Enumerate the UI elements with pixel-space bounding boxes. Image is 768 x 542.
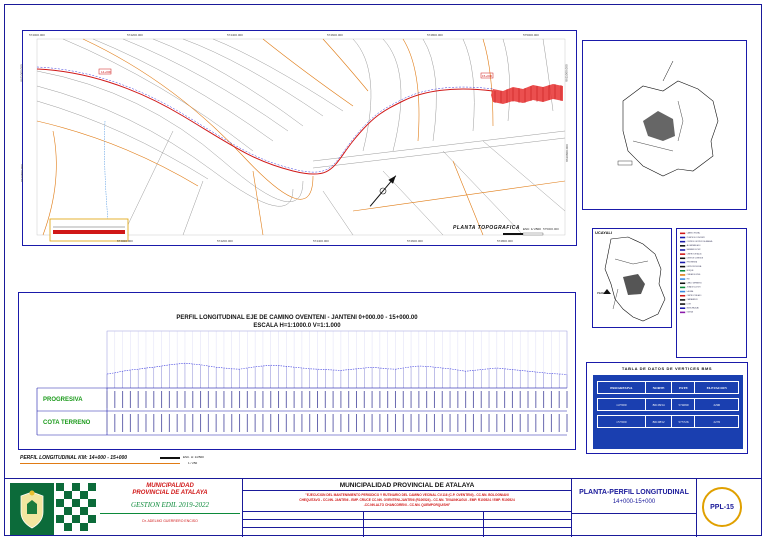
cota-tick (496, 414, 497, 432)
cota-tick (138, 414, 139, 432)
cota-tick (301, 414, 302, 432)
vertex-header-norte: NORTE (645, 382, 672, 394)
road-label-end: 15+000 (482, 74, 493, 78)
legend-symbol-icon (680, 241, 685, 243)
legend-label: CONTROL DE PUNTO DE ATALAYA (686, 240, 713, 243)
legend-symbol-icon (680, 311, 685, 313)
plan-tick-right-1: 8611000.000 (564, 64, 569, 82)
legend-symbol-icon (680, 291, 685, 293)
cota-tick (325, 414, 326, 432)
cota-tick (169, 414, 170, 432)
org-name-line2: PROVINCIAL DE ATALAYA (132, 490, 208, 496)
cota-tick (130, 414, 131, 432)
cota-tick (465, 414, 466, 432)
legend-symbol-icon (680, 270, 685, 272)
profile-footer-scale-v: 1 / 250 (188, 461, 198, 465)
project-line-3: -CC.NN.ALTO CHANCORENI - CC.NN. QUEMPORQUISHI" (363, 503, 451, 507)
progresiva-tick (192, 391, 193, 408)
cota-tick (200, 414, 201, 432)
progresiva-tick (286, 391, 287, 408)
ground-profile-line (107, 363, 567, 374)
plan-tick-bottom-1: 574000.000 (117, 239, 133, 243)
legend-symbol-icon (680, 236, 685, 238)
progresiva-tick (551, 391, 552, 408)
cota-tick (239, 414, 240, 432)
plan-tick-top-6: 575000.000 (523, 33, 539, 37)
progresiva-tick (122, 391, 123, 408)
legend-symbol-icon (680, 299, 685, 301)
progresiva-tick (442, 391, 443, 408)
progresiva-tick (418, 391, 419, 408)
cota-tick (543, 414, 544, 432)
legend-label: CAMINO VECINAL (686, 232, 701, 235)
plan-tick-bottom-2: 574200.000 (217, 239, 233, 243)
vertex-header-este: ESTE (672, 382, 695, 394)
progresiva-tick (301, 391, 302, 408)
cota-tick (231, 414, 232, 432)
legend-label: ALCANTARILLADO (686, 244, 701, 247)
progresiva-tick (379, 391, 380, 408)
cota-tick (426, 414, 427, 432)
cota-tick (247, 414, 248, 432)
topographic-plan-drawing (23, 31, 578, 247)
sheet-code-badge (702, 487, 742, 527)
cota-tick (270, 414, 271, 432)
legend-label: CENTRO DE SALUD (686, 252, 702, 255)
org-name-line1: MUNICIPALIDAD (146, 483, 194, 489)
cota-tick (356, 414, 357, 432)
cota-tick (364, 414, 365, 432)
table-row: 14+000 8610934 574099 2296 (598, 399, 739, 411)
cota-tick (434, 414, 435, 432)
legend-label: CERCO DEFENSIVO (686, 281, 702, 285)
progresiva-tick (216, 391, 217, 408)
cota-tick (520, 414, 521, 432)
profile-footer-title: PERFIL LONGITUDINAL KM: 14+000 - 15+000 (20, 455, 128, 461)
progresiva-tick (457, 391, 458, 408)
cota-tick (145, 414, 146, 432)
plan-tick-top-3: 574400.000 (227, 33, 243, 37)
title-block (4, 478, 762, 537)
legend-symbol-icon (680, 286, 685, 288)
cota-tick (473, 414, 474, 432)
legend-label: IGLESIA (686, 311, 693, 314)
location-map-atalaya (582, 40, 747, 210)
cota-tick (208, 414, 209, 432)
legend-label: LAGUNA (686, 290, 694, 293)
gestion-label: GESTION EDIL 2019-2022 (130, 501, 210, 509)
cota-tick (262, 414, 263, 432)
cota-tick (559, 414, 560, 432)
cota-tick (528, 414, 529, 432)
vertex-table (597, 381, 739, 428)
cota-tick (551, 414, 552, 432)
plano-range: 14+000-15+000 (612, 499, 656, 505)
legend-label: BOSQUE (686, 269, 694, 272)
legend-symbol-icon (680, 274, 685, 276)
cota-tick (450, 414, 451, 432)
cota-tick (309, 414, 310, 432)
progresiva-tick (512, 391, 513, 408)
sheet-code: PPL-15 (710, 503, 734, 511)
plan-title: PLANTA TOPOGRAFICA (453, 225, 520, 231)
cota-tick (333, 414, 334, 432)
progresiva-tick (153, 391, 154, 408)
profile-footer (20, 455, 220, 477)
signer-name: Dr. ADELMO GUERRERO ENCISO (142, 519, 198, 523)
progresiva-tick (223, 391, 224, 408)
progresiva-tick (114, 391, 115, 408)
progresiva-tick (278, 391, 279, 408)
ucayali-label: UCAYALI (595, 230, 613, 235)
cota-tick (153, 414, 154, 432)
progresiva-tick (496, 391, 497, 408)
progresiva-tick (130, 391, 131, 408)
plan-tick-bottom-6: 575000.000 (543, 227, 559, 231)
cota-tick (535, 414, 536, 432)
vertex-table-box (586, 362, 748, 454)
progresiva-tick (543, 391, 544, 408)
progresiva-tick (465, 391, 466, 408)
cota-tick (255, 414, 256, 432)
legend-label: PUENTE DE CONCRETO (686, 236, 706, 239)
progresiva-tick (294, 391, 295, 408)
legend-symbol-icon (680, 257, 685, 259)
cota-tick (504, 414, 505, 432)
progresiva-tick (177, 391, 178, 408)
project-line-1: "EJECUCION DEL MANTENIMIENTO PERIODICO Y RUTINARIO DEL CAMINO VECINAL CV.116 (C.P. OVENTENI) - CC.NN. BOLOGNIANI (305, 493, 509, 497)
legend-label: CENTRO POBLADO (686, 294, 702, 297)
legend-label: CURVAS DE NIVEL (686, 273, 701, 276)
progresiva-tick (411, 391, 412, 408)
progresiva-tick (309, 391, 310, 408)
plan-tick-left-2: 8610800.000 (19, 164, 24, 182)
vertex-header-elevacion: ELEVACION (695, 382, 739, 394)
legend-label: BADENES DE TMC (686, 248, 701, 251)
progresiva-tick (559, 391, 560, 408)
location-map-region (592, 228, 672, 328)
profile-scale: ESCALA H=1:1000.0 V=1:1.000 (253, 323, 341, 329)
cota-tick (177, 414, 178, 432)
row-label-cota-terreno: COTA TERRENO (43, 420, 91, 426)
legend-list (680, 231, 713, 314)
progresiva-tick (255, 391, 256, 408)
profile-drawing (19, 293, 577, 451)
legend-symbol-icon (680, 266, 685, 268)
cota-tick (418, 414, 419, 432)
progresiva-tick (200, 391, 201, 408)
legend-symbol-icon (680, 282, 685, 284)
progresiva-tick (473, 391, 474, 408)
plano-title: PLANTA-PERFIL LONGITUDINAL (579, 489, 689, 496)
progresiva-tick (535, 391, 536, 408)
road-label-start: 14+000 (101, 70, 112, 74)
progresiva-tick (364, 391, 365, 408)
progresiva-tick (348, 391, 349, 408)
plan-tick-bottom-3: 574400.000 (313, 239, 329, 243)
progresiva-tick (504, 391, 505, 408)
progresiva-tick (356, 391, 357, 408)
cota-tick (216, 414, 217, 432)
cota-tick (184, 414, 185, 432)
progresiva-tick (434, 391, 435, 408)
progresiva-tick (403, 391, 404, 408)
plan-scale: ESC: 1/ 2500 (523, 227, 541, 231)
progresiva-tick (247, 391, 248, 408)
shield-icon (11, 484, 53, 534)
progresiva-tick (107, 391, 108, 408)
cota-tick (442, 414, 443, 432)
progresiva-tick (567, 391, 568, 408)
plan-tick-top-2: 574200.000 (127, 33, 143, 37)
cota-tick (481, 414, 482, 432)
cota-tick (567, 414, 568, 432)
cota-tick (512, 414, 513, 432)
legend-symbol-icon (680, 232, 685, 234)
progresiva-tick (489, 391, 490, 408)
decorative-pattern (56, 483, 96, 533)
profile-grid (107, 331, 567, 388)
legend-label: RIO (686, 277, 690, 280)
progresiva-tick (138, 391, 139, 408)
progresiva-tick (169, 391, 170, 408)
legend-label: LOTE (686, 302, 691, 305)
municipal-logo (10, 483, 54, 535)
cota-tick (223, 414, 224, 432)
progresiva-tick (239, 391, 240, 408)
legend-symbol-icon (680, 245, 685, 247)
vertex-table-title: TABLA DE DATOS DE VERTICES BMS (621, 366, 713, 371)
cota-tick (379, 414, 380, 432)
cota-tick (122, 414, 123, 432)
plan-view (19, 30, 577, 246)
progresiva-tick (325, 391, 326, 408)
progresiva-tick (481, 391, 482, 408)
plan-tick-right-2: 8610800.000 (564, 144, 569, 162)
legend-label: MUNICIPALIDAD (686, 306, 699, 309)
legend-item (680, 310, 713, 314)
legend-label: PROGRESIVA (686, 261, 697, 264)
plan-tick-top-1: 574000.000 (29, 33, 45, 37)
cota-tick (278, 414, 279, 432)
progresiva-tick (208, 391, 209, 408)
cota-tick (161, 414, 162, 432)
legend-box (676, 228, 747, 358)
project-line-2: CHEQUITAVO - CC.NN. JANTENI - EMP. CRUCE CC.NN. OVENTENI-JANTENI (R100524) - CC.NN. TIVIAINKAGUI - EMP. R100524 / EMP. R100524 (299, 498, 515, 502)
plan-tick-bottom-4: 574600.000 (407, 239, 423, 243)
cota-tick (403, 414, 404, 432)
progresiva-tick (340, 391, 341, 408)
cota-tick (107, 414, 108, 432)
cota-tick (348, 414, 349, 432)
main-title: MUNICIPALIDAD PROVINCIAL DE ATALAYA (339, 482, 475, 489)
progresiva-tick (145, 391, 146, 408)
legend-symbol-icon (680, 261, 685, 263)
cota-tick (317, 414, 318, 432)
progresiva-tick (450, 391, 451, 408)
cota-tick (395, 414, 396, 432)
progresiva-tick (317, 391, 318, 408)
cota-tick (192, 414, 193, 432)
plan-tick-top-4: 574600.000 (327, 33, 343, 37)
progresiva-tick (372, 391, 373, 408)
legend-label: CAMPAMENTO (686, 298, 698, 301)
cota-tick (114, 414, 115, 432)
cota-tick (372, 414, 373, 432)
plan-tick-left-1: 8611000.000 (19, 64, 24, 82)
table-row: 15+000 8610832 573726 2276 (598, 416, 739, 428)
cota-tick (411, 414, 412, 432)
legend-label: LIMITE DE CONEXION (686, 257, 704, 260)
progresiva-tick (395, 391, 396, 408)
atalaya-province-map (583, 41, 748, 211)
progresiva-tick (520, 391, 521, 408)
road-alignment (37, 69, 493, 174)
cota-tick (340, 414, 341, 432)
profile-title: PERFIL LONGITUDINAL EJE DE CAMINO OVENTENI - JANTENI 0+000.00 - 15+000.00 (176, 315, 418, 321)
legend-symbol-icon (680, 303, 685, 305)
cota-tick (489, 414, 490, 432)
legend-symbol-icon (680, 253, 685, 255)
progresiva-tick (387, 391, 388, 408)
progresiva-tick (161, 391, 162, 408)
progresiva-tick (231, 391, 232, 408)
cota-tick (457, 414, 458, 432)
progresiva-tick (184, 391, 185, 408)
progresiva-tick (426, 391, 427, 408)
progresiva-tick (262, 391, 263, 408)
legend-symbol-icon (680, 278, 685, 280)
peru-label: PERU (597, 291, 606, 295)
legend-symbol-icon (680, 249, 685, 251)
cota-tick (286, 414, 287, 432)
legend-label: LIMITE PROVINCIAL (686, 265, 702, 268)
vertex-header-progresiva: PROGRESIVA (598, 382, 646, 394)
profile-section (18, 292, 576, 450)
cota-tick (294, 414, 295, 432)
legend-symbol-icon (680, 307, 685, 309)
legend-symbol-icon (680, 295, 685, 297)
progresiva-tick (270, 391, 271, 408)
cota-tick (387, 414, 388, 432)
row-label-progresiva: PROGRESIVA (43, 397, 83, 403)
peru-ucayali-map (593, 229, 673, 329)
progresiva-tick (528, 391, 529, 408)
profile-footer-scale-h: ESC. H: 1/2500 (183, 455, 204, 459)
legend-label: ZONA DE CULTIVO (686, 286, 701, 289)
plan-tick-bottom-5: 574800.000 (497, 239, 513, 243)
plan-tick-top-5: 574800.000 (427, 33, 443, 37)
progresiva-tick (333, 391, 334, 408)
